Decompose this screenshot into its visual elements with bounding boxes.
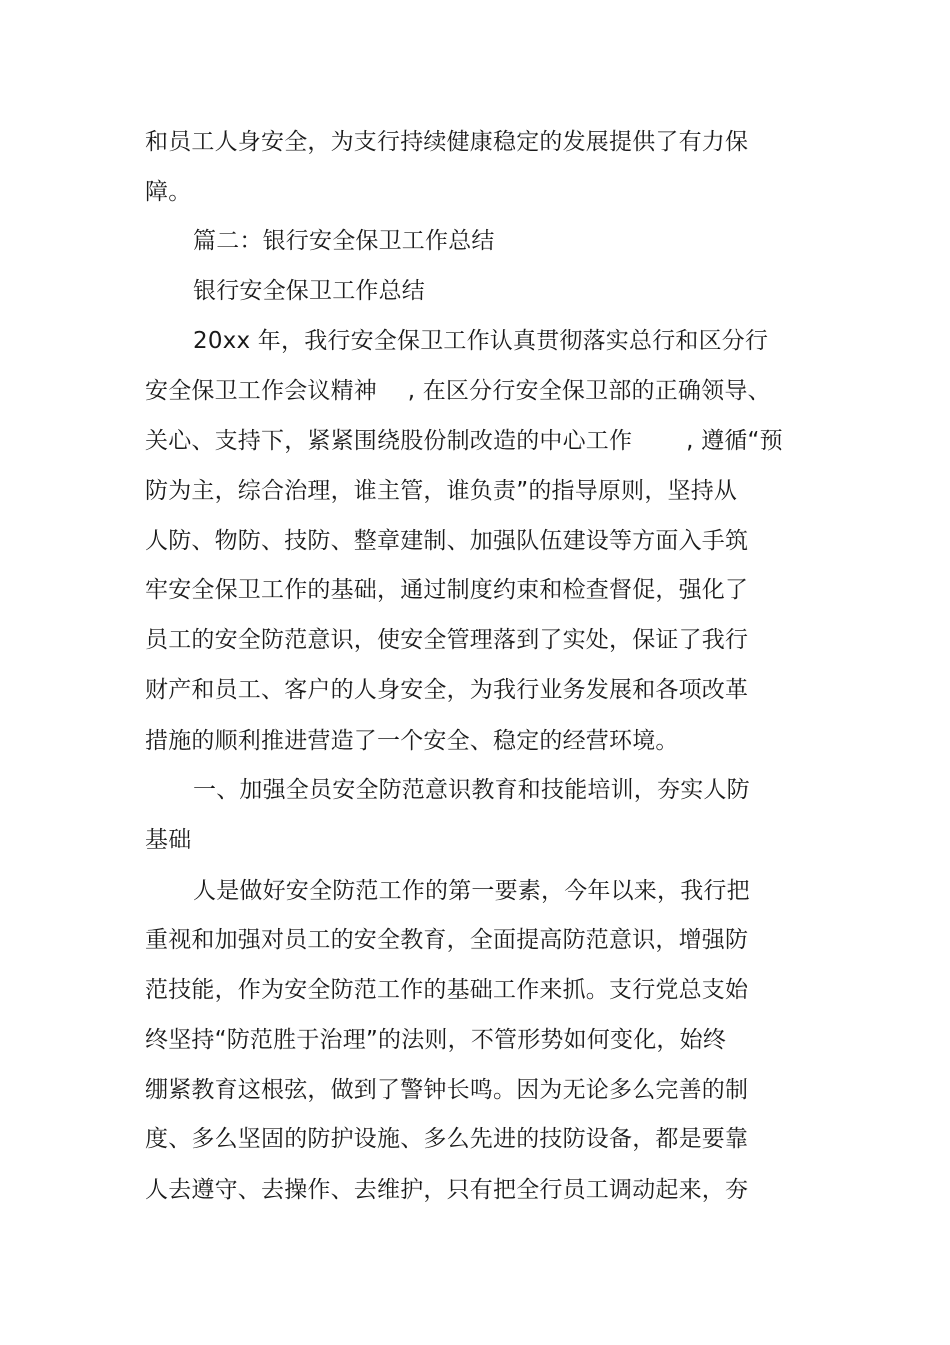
text-line: 障。: [145, 179, 192, 205]
text-line: 和员工人身安全，为支行持续健康稳定的发展提供了有力保: [145, 129, 749, 155]
section-heading: 篇二：银行安全保卫工作总结: [193, 228, 495, 254]
text-line: 财产和员工、客户的人身安全，为我行业务发展和各项改革: [145, 677, 749, 703]
text-line: 绷紧教育这根弦，做到了警钟长鸣。因为无论多么完善的制: [145, 1077, 749, 1103]
text-line: 终坚持“防范胜于治理”的法则，不管形势如何变化，始终: [145, 1027, 727, 1053]
text-line: 20xx 年，我行安全保卫工作认真贯彻落实总行和区分行: [193, 328, 769, 354]
text-line: 人是做好安全防范工作的第一要素，今年以来，我行把: [193, 878, 750, 904]
text-line: 度、多么坚固的防护设施、多么先进的技防设备，都是要靠: [145, 1126, 749, 1152]
text-line: 措施的顺利推进营造了一个安全、稳定的经营环境。: [145, 728, 679, 754]
text-line: 牢安全保卫工作的基础，通过制度约束和检查督促，强化了: [145, 577, 749, 603]
subsection-heading-continued: 基础: [145, 827, 192, 853]
text-line: 防为主，综合治理，谁主管，谁负责”的指导原则，坚持从: [145, 478, 738, 504]
text-line: 人去遵守、去操作、去维护，只有把全行员工调动起来，夯: [145, 1177, 749, 1203]
text-line: 安全保卫工作会议精神 , 在区分行安全保卫部的正确领导、: [145, 378, 771, 404]
subsection-heading: 一、加强全员安全防范意识教育和技能培训，夯实人防: [193, 777, 750, 803]
text-line: 范技能，作为安全防范工作的基础工作来抓。支行党总支始: [145, 977, 749, 1003]
text-line: 人防、物防、技防、整章建制、加强队伍建设等方面入手筑: [145, 528, 749, 554]
text-line: 员工的安全防范意识，使安全管理落到了实处，保证了我行: [145, 627, 749, 653]
text-line: 关心、支持下，紧紧围绕股份制改造的中心工作 , 遵循“预: [145, 428, 783, 454]
document-title: 银行安全保卫工作总结: [193, 278, 425, 304]
text-line: 重视和加强对员工的安全教育，全面提高防范意识，增强防: [145, 927, 749, 953]
